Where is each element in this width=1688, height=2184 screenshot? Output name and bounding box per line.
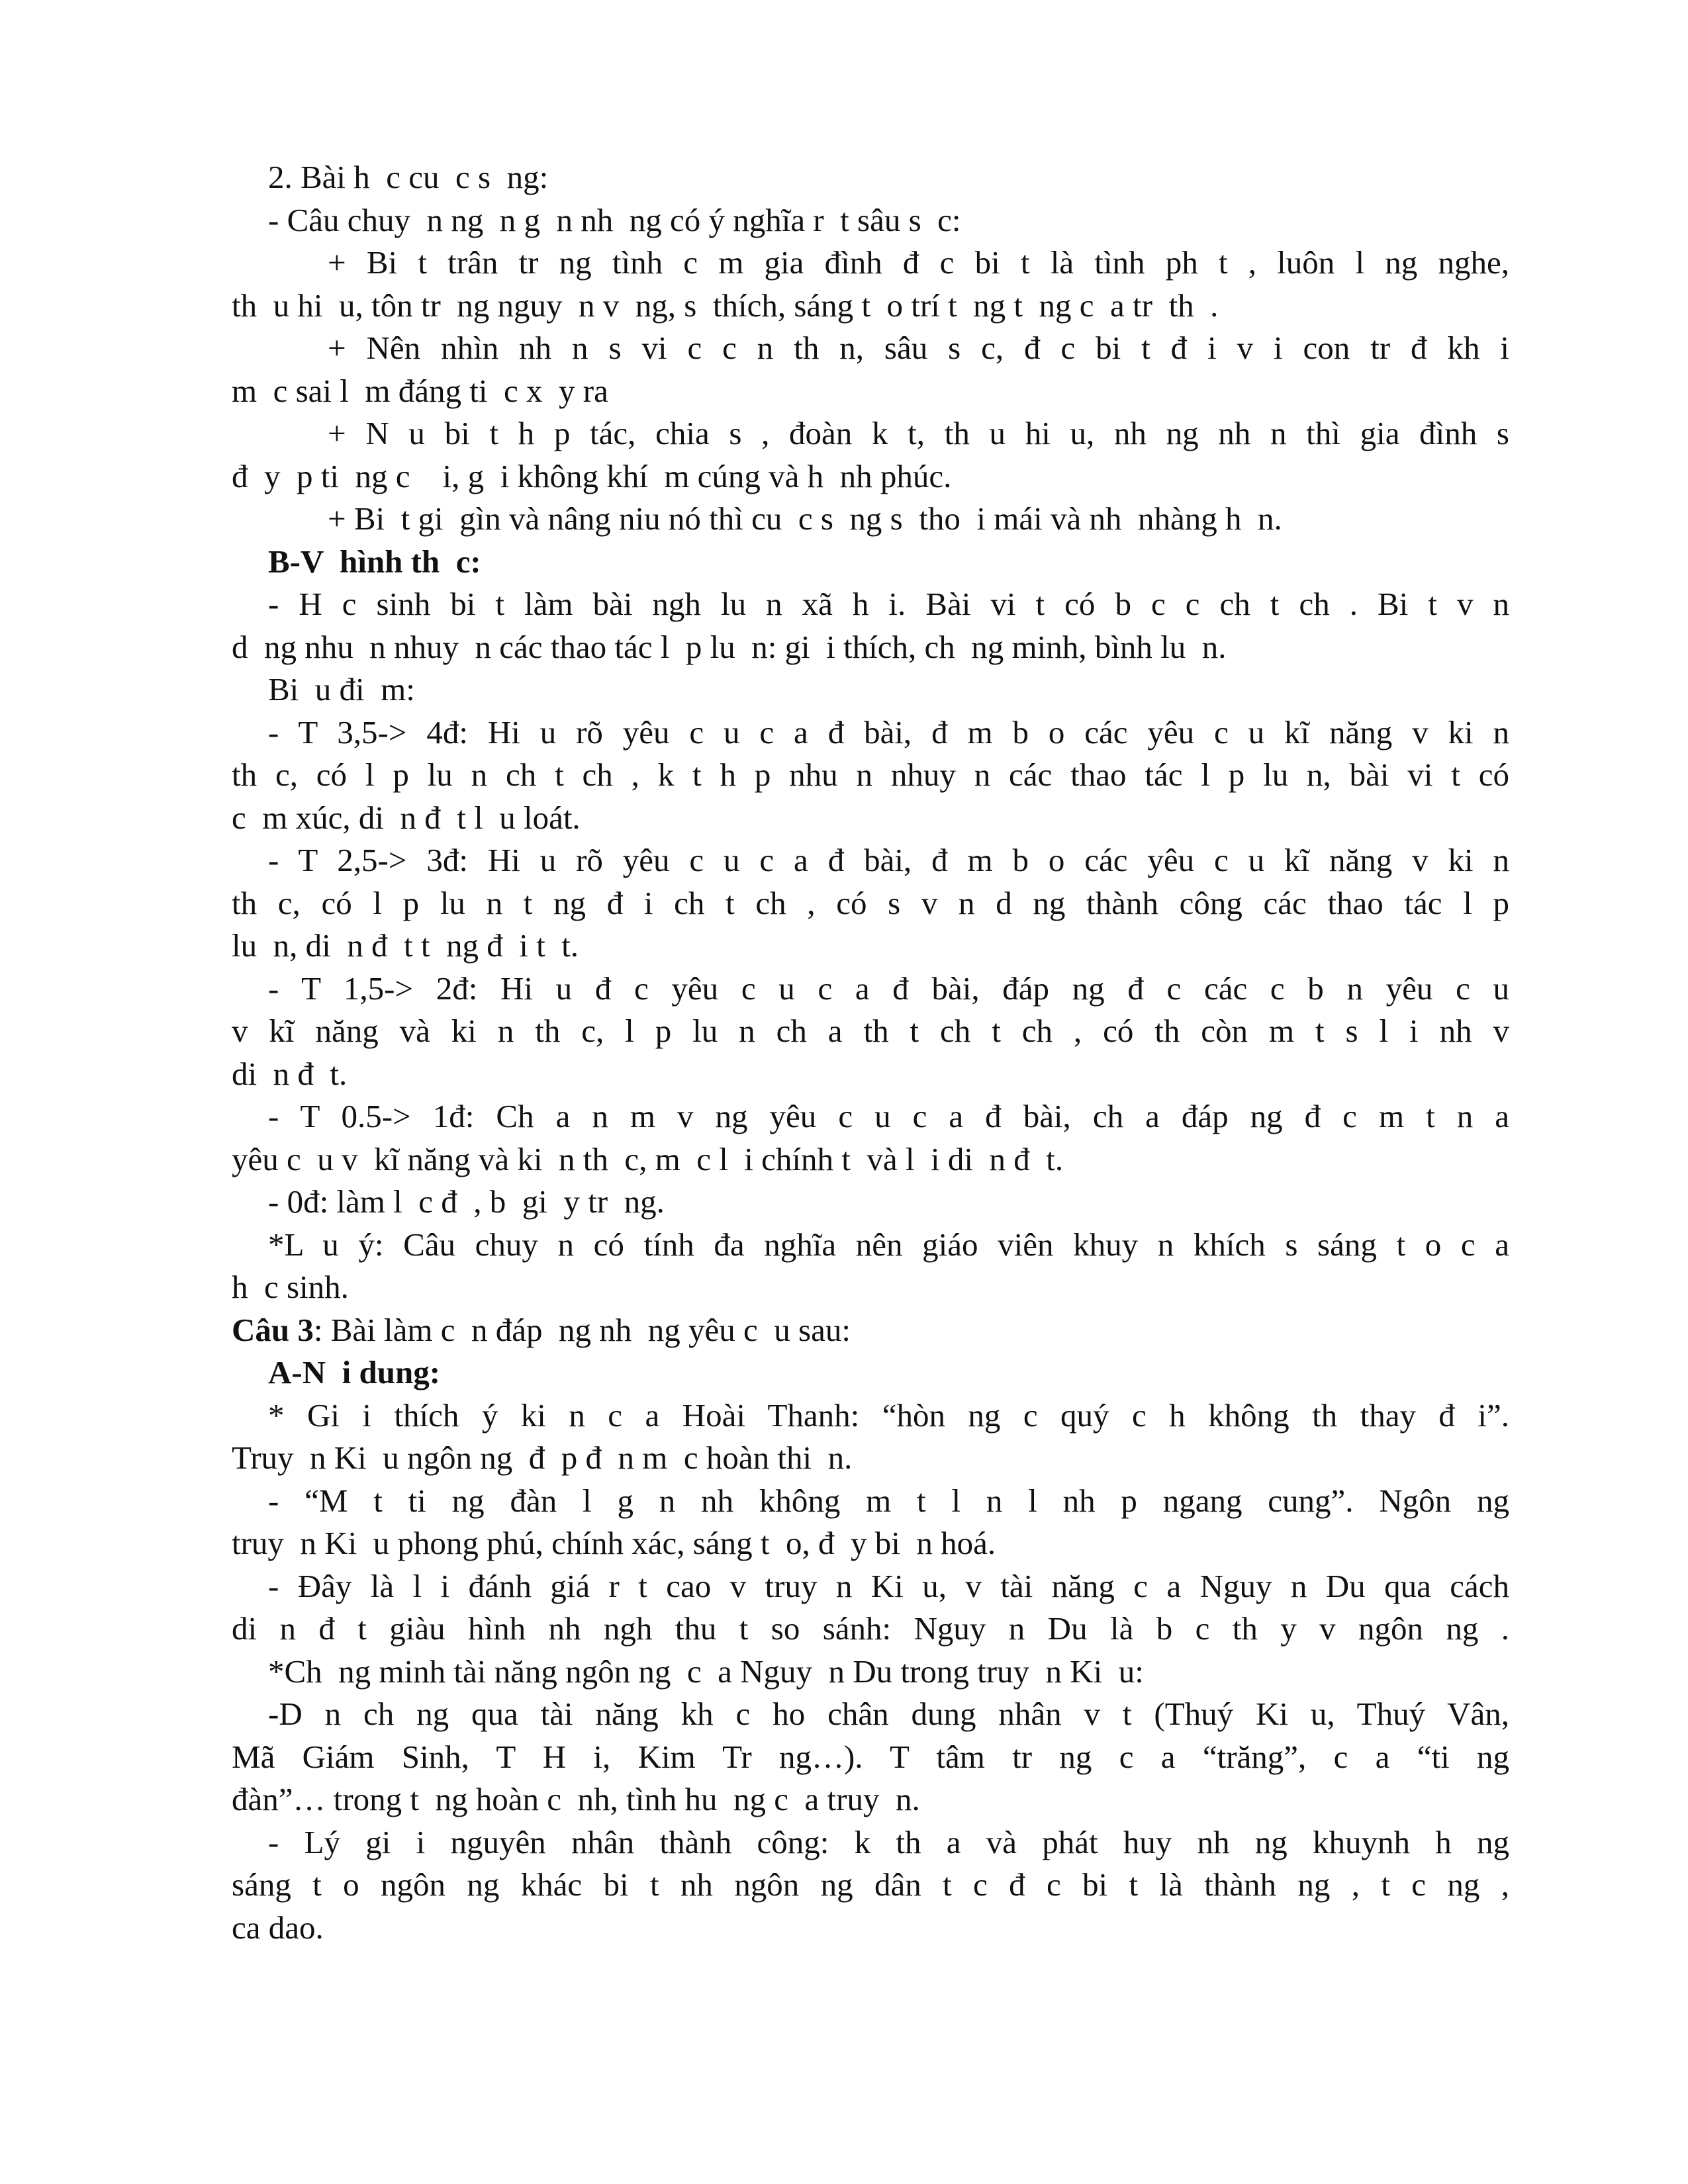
text-line: B-V hình th c: <box>268 543 481 580</box>
text-line: + Bi t gi gìn và nâng niu nó thì cu c s ng s tho i mái và nh nhàng h n. <box>328 500 1282 537</box>
text-line: Bi u đi m: <box>268 671 415 707</box>
text-line: truy n Ki u phong phú, chính xác, sáng t o, đ y bi n hoá. <box>232 1525 996 1561</box>
text-line: Truy n Ki u ngôn ng đ p đ n m c hoàn thi n. <box>232 1439 853 1476</box>
text-line: đ y p ti ng c i, g i không khí m cúng và h nh phúc. <box>232 457 952 494</box>
text-line: - Câu chuy n ng n g n nh ng có ý nghĩa r t sâu s c: <box>268 201 961 238</box>
text-line: th u hi u, tôn tr ng nguy n v ng, s thích, sáng t o trí t ng t ng c a tr th . <box>232 287 1219 324</box>
text-line: - Đây là l i đánh giá r t cao v truy n Ki u, v tài năng c a Nguy n Du qua cách <box>268 1567 1509 1604</box>
text-line: th c, có l p lu n ch t ch , k t h p nhu n nhuy n các thao tác l p lu n, bài vi t có <box>232 756 1509 793</box>
text-line: - T 2,5-> 3đ: Hi u rõ yêu c u c a đ bài, đ m b o các yêu c u kĩ năng v ki n <box>268 842 1509 878</box>
text-line: *L u ý: Câu chuy n có tính đa nghĩa nên giáo viên khuy n khích s sáng t o c a <box>268 1226 1509 1263</box>
text-line: - T 3,5-> 4đ: Hi u rõ yêu c u c a đ bài, đ m b o các yêu c u kĩ năng v ki n <box>268 713 1509 751</box>
text-line: di n đ t. <box>232 1055 348 1092</box>
text-line: sáng t o ngôn ng khác bi t nh ngôn ng dân t c đ c bi t là thành ng , t c ng , <box>232 1866 1509 1903</box>
text-line: c m xúc, di n đ t l u loát. <box>232 799 581 836</box>
text-line: - “M t ti ng đàn l g n nh không m t l n l nh p ngang cung”. Ngôn ng <box>268 1482 1509 1519</box>
text-line: -D n ch ng qua tài năng kh c ho chân dung nhân v t (Thuý Ki u, Thuý Vân, <box>268 1696 1509 1732</box>
text-line: + Bi t trân tr ng tình c m gia đình đ c bi t là tình ph t , luôn l ng nghe, <box>328 244 1509 281</box>
question-label: Câu 3 <box>232 1311 314 1348</box>
text-line: đàn”… trong t ng hoàn c nh, tình hu ng c a truy n. <box>232 1781 920 1817</box>
text-line: - Lý gi i nguyên nhân thành công: k th a và phát huy nh ng khuynh h ng <box>268 1823 1509 1860</box>
text-line: h c sinh. <box>232 1269 349 1305</box>
text-line: - H c sinh bi t làm bài ngh lu n xã h i. Bài vi t có b c c ch t ch . Bi t v n <box>268 586 1509 622</box>
text-line: A-N i dung: <box>268 1354 441 1390</box>
text-line: - T 1,5-> 2đ: Hi u đ c yêu c u c a đ bài, đáp ng đ c các c b n yêu c u <box>268 970 1509 1007</box>
text-line: *Ch ng minh tài năng ngôn ng c a Nguy n Du trong truy n Ki u: <box>268 1653 1144 1690</box>
text-line: v kĩ năng và ki n th c, l p lu n ch a th t ch t ch , có th còn m t s l i nh v <box>232 1013 1509 1049</box>
text-line: - T 0.5-> 1đ: Ch a n m v ng yêu c u c a đ bài, ch a đáp ng đ c m t n a <box>268 1098 1509 1134</box>
text-line: + Nên nhìn nh n s vi c c n th n, sâu s c, đ c bi t đ i v i con tr đ kh i <box>328 330 1509 366</box>
text-line: ca dao. <box>232 1909 324 1946</box>
text-line: m c sai l m đáng ti c x y ra <box>232 372 608 409</box>
text-line: th c, có l p lu n t ng đ i ch t ch , có s v n d ng thành công các thao tác l p <box>232 884 1509 921</box>
text-line: Mã Giám Sinh, T H i, Kim Tr ng…). T tâm tr ng c a “trăng”, c a “ti ng <box>232 1738 1509 1775</box>
document-body <box>232 156 1509 1949</box>
text-line: * Gi i thích ý ki n c a Hoài Thanh: “hòn ng c quý c h không th thay đ i”. <box>268 1396 1509 1433</box>
text-line: yêu c u v kĩ năng và ki n th c, m c l i chính t và l i di n đ t. <box>232 1140 1064 1177</box>
text-line: lu n, di n đ t t ng đ i t t. <box>232 927 579 964</box>
text-line: Câu 3: Bài làm c n đáp ng nh ng yêu c u sau: <box>232 1311 851 1348</box>
text-line: 2. Bài h c cu c s ng: <box>268 159 549 195</box>
text-line: - 0đ: làm l c đ , b gi y tr ng. <box>268 1183 665 1220</box>
text-line: + N u bi t h p tác, chia s , đoàn k t, th u hi u, nh ng nh n thì gia đình s <box>328 415 1509 451</box>
text-line: d ng nhu n nhuy n các thao tác l p lu n: gi i thích, ch ng minh, bình lu n. <box>232 628 1227 665</box>
text-line: di n đ t giàu hình nh ngh thu t so sánh: Nguy n Du là b c th y v ngôn ng . <box>232 1610 1509 1647</box>
